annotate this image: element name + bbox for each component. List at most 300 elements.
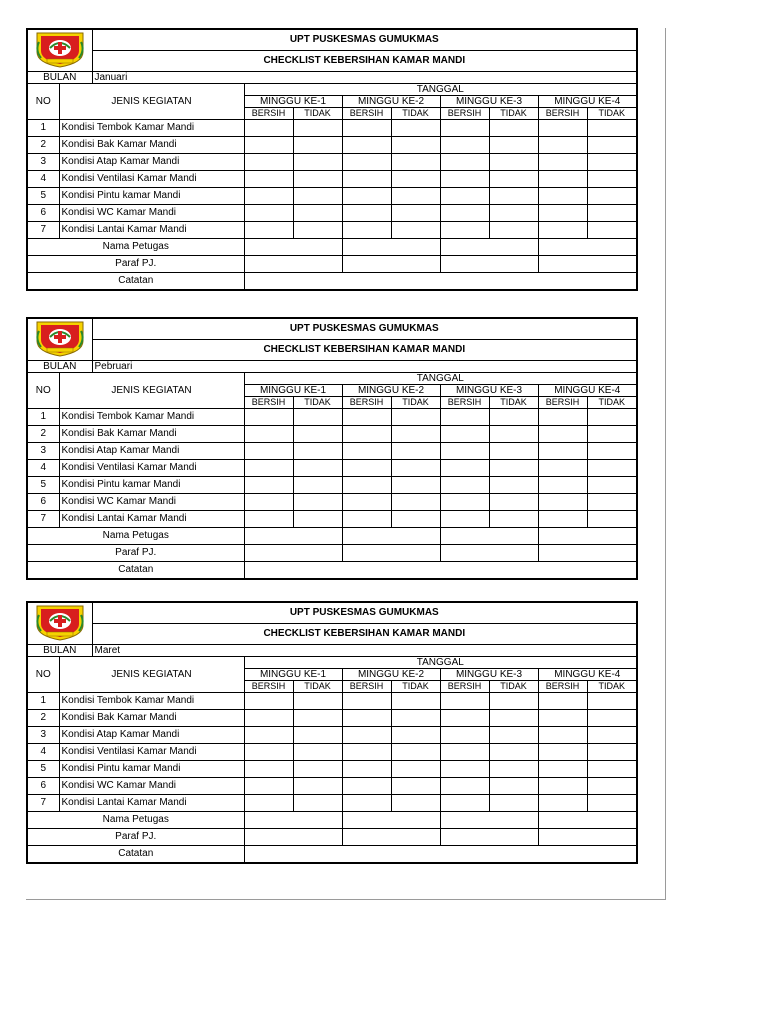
bersih-header: BERSIH <box>538 108 587 120</box>
jenis-kegiatan-header: JENIS KEGIATAN <box>59 657 244 693</box>
tidak-checkbox-cell[interactable] <box>489 511 538 528</box>
tidak-checkbox-cell[interactable] <box>489 171 538 188</box>
activity-row <box>27 494 637 511</box>
nama-petugas-field-week-2[interactable] <box>342 528 440 545</box>
activity-no: 5 <box>27 477 59 494</box>
tidak-checkbox-cell[interactable] <box>587 477 637 494</box>
activity-name: Kondisi Ventilasi Kamar Mandi <box>59 460 244 477</box>
bersih-checkbox-cell[interactable] <box>538 795 587 812</box>
puskesmas-logo-icon <box>33 319 87 357</box>
tidak-checkbox-cell[interactable] <box>587 188 637 205</box>
tidak-header: TIDAK <box>489 108 538 120</box>
catatan-field[interactable] <box>244 273 637 291</box>
bulan-label: BULAN <box>27 361 92 373</box>
bersih-checkbox-cell[interactable] <box>342 222 391 239</box>
week-header-2: MINGGU KE-2 <box>342 96 440 108</box>
bersih-checkbox-cell[interactable] <box>538 511 587 528</box>
paraf-pj-field-week-3[interactable] <box>440 829 538 846</box>
bersih-checkbox-cell[interactable] <box>244 443 293 460</box>
bersih-checkbox-cell[interactable] <box>440 744 489 761</box>
checklist-table <box>26 28 638 291</box>
nama-petugas-field-week-3[interactable] <box>440 239 538 256</box>
nama-petugas-field-week-1[interactable] <box>244 239 342 256</box>
tidak-checkbox-cell[interactable] <box>293 137 342 154</box>
org-name: UPT PUSKESMAS GUMUKMAS <box>92 318 637 340</box>
tidak-checkbox-cell[interactable] <box>391 477 440 494</box>
bersih-checkbox-cell[interactable] <box>244 761 293 778</box>
bersih-checkbox-cell[interactable] <box>342 761 391 778</box>
activity-no: 4 <box>27 744 59 761</box>
checklist-title: CHECKLIST KEBERSIHAN KAMAR MANDI <box>92 340 637 361</box>
bersih-checkbox-cell[interactable] <box>538 137 587 154</box>
bersih-checkbox-cell[interactable] <box>440 727 489 744</box>
tidak-checkbox-cell[interactable] <box>489 494 538 511</box>
bersih-header: BERSIH <box>538 681 587 693</box>
bersih-checkbox-cell[interactable] <box>440 205 489 222</box>
bersih-checkbox-cell[interactable] <box>342 154 391 171</box>
nama-petugas-row <box>27 528 637 545</box>
tidak-checkbox-cell[interactable] <box>293 744 342 761</box>
tidak-header: TIDAK <box>587 681 637 693</box>
activity-name: Kondisi Ventilasi Kamar Mandi <box>59 744 244 761</box>
activity-name: Kondisi Atap Kamar Mandi <box>59 154 244 171</box>
bersih-checkbox-cell[interactable] <box>244 778 293 795</box>
week-header-3: MINGGU KE-3 <box>440 669 538 681</box>
tidak-checkbox-cell[interactable] <box>293 188 342 205</box>
bersih-checkbox-cell[interactable] <box>244 795 293 812</box>
checklist-title: CHECKLIST KEBERSIHAN KAMAR MANDI <box>92 51 637 72</box>
tidak-checkbox-cell[interactable] <box>587 171 637 188</box>
puskesmas-logo-icon <box>33 603 87 641</box>
tidak-header: TIDAK <box>293 397 342 409</box>
logo-cell <box>27 29 92 72</box>
bersih-checkbox-cell[interactable] <box>538 778 587 795</box>
week-header-4: MINGGU KE-4 <box>538 96 637 108</box>
nama-petugas-field-week-1[interactable] <box>244 812 342 829</box>
paraf-pj-row <box>27 829 637 846</box>
tidak-checkbox-cell[interactable] <box>391 511 440 528</box>
tidak-checkbox-cell[interactable] <box>293 693 342 710</box>
bersih-checkbox-cell[interactable] <box>538 477 587 494</box>
bersih-checkbox-cell[interactable] <box>342 188 391 205</box>
tidak-checkbox-cell[interactable] <box>293 120 342 137</box>
bersih-checkbox-cell[interactable] <box>538 443 587 460</box>
org-name: UPT PUSKESMAS GUMUKMAS <box>92 29 637 51</box>
activity-name: Kondisi WC Kamar Mandi <box>59 205 244 222</box>
bersih-checkbox-cell[interactable] <box>244 710 293 727</box>
activity-name: Kondisi Tembok Kamar Mandi <box>59 120 244 137</box>
bersih-checkbox-cell[interactable] <box>244 477 293 494</box>
tidak-checkbox-cell[interactable] <box>293 205 342 222</box>
activity-no: 2 <box>27 426 59 443</box>
bersih-checkbox-cell[interactable] <box>538 761 587 778</box>
bersih-checkbox-cell[interactable] <box>538 693 587 710</box>
tidak-checkbox-cell[interactable] <box>489 795 538 812</box>
activity-no: 2 <box>27 710 59 727</box>
catatan-field[interactable] <box>244 562 637 580</box>
activity-no: 6 <box>27 494 59 511</box>
bersih-checkbox-cell[interactable] <box>440 409 489 426</box>
bersih-checkbox-cell[interactable] <box>342 693 391 710</box>
nama-petugas-field-week-3[interactable] <box>440 812 538 829</box>
nama-petugas-field-week-1[interactable] <box>244 528 342 545</box>
tidak-checkbox-cell[interactable] <box>391 744 440 761</box>
tidak-checkbox-cell[interactable] <box>391 460 440 477</box>
bersih-checkbox-cell[interactable] <box>244 460 293 477</box>
bersih-checkbox-cell[interactable] <box>440 154 489 171</box>
week-header-1: MINGGU KE-1 <box>244 669 342 681</box>
logo-cell <box>27 602 92 645</box>
bersih-checkbox-cell[interactable] <box>244 727 293 744</box>
bersih-checkbox-cell[interactable] <box>342 778 391 795</box>
tidak-checkbox-cell[interactable] <box>587 744 637 761</box>
tidak-checkbox-cell[interactable] <box>293 409 342 426</box>
tidak-checkbox-cell[interactable] <box>489 693 538 710</box>
week-header-1: MINGGU KE-1 <box>244 385 342 397</box>
bersih-checkbox-cell[interactable] <box>342 494 391 511</box>
bersih-checkbox-cell[interactable] <box>440 494 489 511</box>
bersih-checkbox-cell[interactable] <box>244 171 293 188</box>
tidak-checkbox-cell[interactable] <box>587 494 637 511</box>
tidak-header: TIDAK <box>391 397 440 409</box>
bersih-checkbox-cell[interactable] <box>440 188 489 205</box>
bersih-checkbox-cell[interactable] <box>538 188 587 205</box>
week-header-3: MINGGU KE-3 <box>440 385 538 397</box>
paraf-pj-field-week-4[interactable] <box>538 829 637 846</box>
bersih-checkbox-cell[interactable] <box>538 222 587 239</box>
bersih-checkbox-cell[interactable] <box>440 443 489 460</box>
tidak-checkbox-cell[interactable] <box>587 511 637 528</box>
bersih-checkbox-cell[interactable] <box>342 727 391 744</box>
tidak-checkbox-cell[interactable] <box>587 137 637 154</box>
tidak-checkbox-cell[interactable] <box>587 120 637 137</box>
tidak-checkbox-cell[interactable] <box>587 778 637 795</box>
tidak-header: TIDAK <box>391 681 440 693</box>
bersih-checkbox-cell[interactable] <box>538 744 587 761</box>
tidak-header: TIDAK <box>391 108 440 120</box>
activity-no: 7 <box>27 222 59 239</box>
bersih-header: BERSIH <box>244 108 293 120</box>
bersih-checkbox-cell[interactable] <box>342 137 391 154</box>
paraf-pj-field-week-1[interactable] <box>244 829 342 846</box>
tidak-checkbox-cell[interactable] <box>391 188 440 205</box>
bersih-checkbox-cell[interactable] <box>342 426 391 443</box>
bersih-checkbox-cell[interactable] <box>440 137 489 154</box>
tidak-checkbox-cell[interactable] <box>587 727 637 744</box>
tidak-checkbox-cell[interactable] <box>587 154 637 171</box>
tidak-checkbox-cell[interactable] <box>391 120 440 137</box>
tidak-checkbox-cell[interactable] <box>391 222 440 239</box>
bersih-checkbox-cell[interactable] <box>342 409 391 426</box>
tidak-checkbox-cell[interactable] <box>489 744 538 761</box>
tidak-checkbox-cell[interactable] <box>587 426 637 443</box>
tidak-checkbox-cell[interactable] <box>489 222 538 239</box>
activity-row <box>27 154 637 171</box>
activity-name: Kondisi Lantai Kamar Mandi <box>59 222 244 239</box>
bersih-checkbox-cell[interactable] <box>440 710 489 727</box>
catatan-row <box>27 562 637 580</box>
tidak-checkbox-cell[interactable] <box>391 693 440 710</box>
tidak-checkbox-cell[interactable] <box>489 154 538 171</box>
bersih-checkbox-cell[interactable] <box>538 494 587 511</box>
tidak-checkbox-cell[interactable] <box>587 205 637 222</box>
catatan-row <box>27 846 637 864</box>
activity-no: 5 <box>27 761 59 778</box>
activity-row <box>27 426 637 443</box>
activity-row <box>27 477 637 494</box>
tidak-checkbox-cell[interactable] <box>391 778 440 795</box>
tidak-checkbox-cell[interactable] <box>293 727 342 744</box>
paraf-pj-field-week-3[interactable] <box>440 545 538 562</box>
activity-row <box>27 693 637 710</box>
bersih-checkbox-cell[interactable] <box>440 778 489 795</box>
activity-no: 4 <box>27 171 59 188</box>
week-header-3: MINGGU KE-3 <box>440 96 538 108</box>
activity-row <box>27 409 637 426</box>
bersih-checkbox-cell[interactable] <box>440 477 489 494</box>
activity-row <box>27 171 637 188</box>
tidak-checkbox-cell[interactable] <box>293 778 342 795</box>
bersih-checkbox-cell[interactable] <box>244 409 293 426</box>
month-value: Januari <box>92 72 637 84</box>
activity-row <box>27 778 637 795</box>
bersih-checkbox-cell[interactable] <box>244 744 293 761</box>
bersih-checkbox-cell[interactable] <box>244 511 293 528</box>
tanggal-header: TANGGAL <box>244 373 637 385</box>
paraf-pj-field-week-3[interactable] <box>440 256 538 273</box>
paraf-pj-field-week-2[interactable] <box>342 829 440 846</box>
bersih-checkbox-cell[interactable] <box>244 494 293 511</box>
jenis-kegiatan-header: JENIS KEGIATAN <box>59 84 244 120</box>
tidak-checkbox-cell[interactable] <box>587 443 637 460</box>
tidak-checkbox-cell[interactable] <box>489 443 538 460</box>
paraf-pj-row <box>27 545 637 562</box>
bersih-checkbox-cell[interactable] <box>244 222 293 239</box>
bersih-checkbox-cell[interactable] <box>342 795 391 812</box>
tidak-checkbox-cell[interactable] <box>587 795 637 812</box>
bersih-checkbox-cell[interactable] <box>538 426 587 443</box>
activity-no: 7 <box>27 511 59 528</box>
checklist-sheet-2 <box>26 317 636 580</box>
bersih-checkbox-cell[interactable] <box>244 426 293 443</box>
tanggal-header: TANGGAL <box>244 657 637 669</box>
tidak-checkbox-cell[interactable] <box>391 205 440 222</box>
tidak-checkbox-cell[interactable] <box>391 710 440 727</box>
tidak-checkbox-cell[interactable] <box>489 710 538 727</box>
activity-row <box>27 744 637 761</box>
activity-name: Kondisi Tembok Kamar Mandi <box>59 409 244 426</box>
paraf-pj-field-week-1[interactable] <box>244 545 342 562</box>
tidak-header: TIDAK <box>489 681 538 693</box>
tidak-checkbox-cell[interactable] <box>293 443 342 460</box>
bersih-checkbox-cell[interactable] <box>342 744 391 761</box>
bersih-checkbox-cell[interactable] <box>440 171 489 188</box>
activity-name: Kondisi Bak Kamar Mandi <box>59 710 244 727</box>
nama-petugas-field-week-3[interactable] <box>440 528 538 545</box>
bersih-checkbox-cell[interactable] <box>538 460 587 477</box>
paraf-pj-field-week-1[interactable] <box>244 256 342 273</box>
tidak-checkbox-cell[interactable] <box>293 494 342 511</box>
tidak-checkbox-cell[interactable] <box>391 426 440 443</box>
activity-row <box>27 460 637 477</box>
bersih-checkbox-cell[interactable] <box>244 693 293 710</box>
activity-row <box>27 710 637 727</box>
activity-name: Kondisi Pintu kamar Mandi <box>59 188 244 205</box>
activity-row <box>27 727 637 744</box>
bersih-checkbox-cell[interactable] <box>244 120 293 137</box>
tidak-checkbox-cell[interactable] <box>293 222 342 239</box>
page-bottom-border <box>26 899 666 900</box>
tidak-checkbox-cell[interactable] <box>587 761 637 778</box>
bersih-checkbox-cell[interactable] <box>440 693 489 710</box>
bersih-checkbox-cell[interactable] <box>244 205 293 222</box>
nama-petugas-field-week-4[interactable] <box>538 528 637 545</box>
nama-petugas-label: Nama Petugas <box>27 239 244 256</box>
paraf-pj-field-week-4[interactable] <box>538 545 637 562</box>
nama-petugas-field-week-4[interactable] <box>538 239 637 256</box>
no-header: NO <box>27 657 59 693</box>
tidak-checkbox-cell[interactable] <box>489 460 538 477</box>
paraf-pj-row <box>27 256 637 273</box>
bersih-checkbox-cell[interactable] <box>538 171 587 188</box>
tidak-checkbox-cell[interactable] <box>391 171 440 188</box>
bersih-checkbox-cell[interactable] <box>342 205 391 222</box>
no-header: NO <box>27 373 59 409</box>
checklist-table <box>26 317 638 580</box>
tidak-checkbox-cell[interactable] <box>391 154 440 171</box>
activity-no: 1 <box>27 120 59 137</box>
tidak-checkbox-cell[interactable] <box>489 409 538 426</box>
bersih-checkbox-cell[interactable] <box>342 120 391 137</box>
activity-no: 7 <box>27 795 59 812</box>
activity-no: 1 <box>27 693 59 710</box>
bersih-checkbox-cell[interactable] <box>440 511 489 528</box>
paraf-pj-field-week-2[interactable] <box>342 545 440 562</box>
nama-petugas-label: Nama Petugas <box>27 812 244 829</box>
nama-petugas-row <box>27 812 637 829</box>
tidak-checkbox-cell[interactable] <box>489 778 538 795</box>
tidak-checkbox-cell[interactable] <box>489 120 538 137</box>
activity-name: Kondisi WC Kamar Mandi <box>59 494 244 511</box>
bersih-checkbox-cell[interactable] <box>244 188 293 205</box>
tidak-checkbox-cell[interactable] <box>293 426 342 443</box>
bersih-checkbox-cell[interactable] <box>342 460 391 477</box>
bersih-header: BERSIH <box>342 397 391 409</box>
activity-name: Kondisi Lantai Kamar Mandi <box>59 795 244 812</box>
tidak-checkbox-cell[interactable] <box>489 477 538 494</box>
tidak-checkbox-cell[interactable] <box>489 426 538 443</box>
bersih-checkbox-cell[interactable] <box>440 426 489 443</box>
bersih-checkbox-cell[interactable] <box>538 154 587 171</box>
nama-petugas-field-week-2[interactable] <box>342 812 440 829</box>
tidak-checkbox-cell[interactable] <box>489 761 538 778</box>
bersih-checkbox-cell[interactable] <box>342 710 391 727</box>
bulan-label: BULAN <box>27 645 92 657</box>
bersih-checkbox-cell[interactable] <box>342 511 391 528</box>
bersih-header: BERSIH <box>342 681 391 693</box>
bersih-checkbox-cell[interactable] <box>538 205 587 222</box>
activity-no: 3 <box>27 727 59 744</box>
bersih-header: BERSIH <box>440 108 489 120</box>
activity-no: 6 <box>27 778 59 795</box>
bersih-checkbox-cell[interactable] <box>342 171 391 188</box>
tidak-checkbox-cell[interactable] <box>489 137 538 154</box>
tidak-checkbox-cell[interactable] <box>489 727 538 744</box>
tidak-checkbox-cell[interactable] <box>489 188 538 205</box>
logo-cell <box>27 318 92 361</box>
bersih-checkbox-cell[interactable] <box>440 761 489 778</box>
month-value: Pebruari <box>92 361 637 373</box>
activity-row <box>27 188 637 205</box>
paraf-pj-field-week-2[interactable] <box>342 256 440 273</box>
bersih-header: BERSIH <box>244 681 293 693</box>
tidak-checkbox-cell[interactable] <box>391 137 440 154</box>
activity-row <box>27 205 637 222</box>
tidak-checkbox-cell[interactable] <box>587 693 637 710</box>
tidak-checkbox-cell[interactable] <box>293 154 342 171</box>
bersih-checkbox-cell[interactable] <box>538 727 587 744</box>
tidak-checkbox-cell[interactable] <box>391 727 440 744</box>
tidak-checkbox-cell[interactable] <box>293 761 342 778</box>
paraf-pj-field-week-4[interactable] <box>538 256 637 273</box>
catatan-label: Catatan <box>27 846 244 864</box>
bersih-checkbox-cell[interactable] <box>538 409 587 426</box>
tidak-checkbox-cell[interactable] <box>587 710 637 727</box>
tidak-checkbox-cell[interactable] <box>293 511 342 528</box>
nama-petugas-field-week-2[interactable] <box>342 239 440 256</box>
catatan-field[interactable] <box>244 846 637 864</box>
tidak-checkbox-cell[interactable] <box>489 205 538 222</box>
nama-petugas-label: Nama Petugas <box>27 528 244 545</box>
tidak-checkbox-cell[interactable] <box>391 795 440 812</box>
tidak-checkbox-cell[interactable] <box>293 460 342 477</box>
checklist-title: CHECKLIST KEBERSIHAN KAMAR MANDI <box>92 624 637 645</box>
bersih-checkbox-cell[interactable] <box>440 795 489 812</box>
tidak-checkbox-cell[interactable] <box>391 494 440 511</box>
activity-name: Kondisi Tembok Kamar Mandi <box>59 693 244 710</box>
tidak-checkbox-cell[interactable] <box>391 409 440 426</box>
tidak-checkbox-cell[interactable] <box>587 460 637 477</box>
tidak-header: TIDAK <box>587 397 637 409</box>
activity-name: Kondisi Atap Kamar Mandi <box>59 727 244 744</box>
activity-name: Kondisi Bak Kamar Mandi <box>59 426 244 443</box>
tidak-checkbox-cell[interactable] <box>293 795 342 812</box>
bersih-checkbox-cell[interactable] <box>440 222 489 239</box>
tidak-checkbox-cell[interactable] <box>587 222 637 239</box>
bersih-checkbox-cell[interactable] <box>342 477 391 494</box>
bersih-checkbox-cell[interactable] <box>440 120 489 137</box>
bersih-checkbox-cell[interactable] <box>538 710 587 727</box>
activity-name: Kondisi Ventilasi Kamar Mandi <box>59 171 244 188</box>
tidak-header: TIDAK <box>293 681 342 693</box>
bersih-checkbox-cell[interactable] <box>440 460 489 477</box>
bersih-checkbox-cell[interactable] <box>538 120 587 137</box>
bersih-checkbox-cell[interactable] <box>244 154 293 171</box>
tidak-checkbox-cell[interactable] <box>293 477 342 494</box>
bersih-checkbox-cell[interactable] <box>244 137 293 154</box>
activity-no: 4 <box>27 460 59 477</box>
tidak-checkbox-cell[interactable] <box>391 761 440 778</box>
tidak-checkbox-cell[interactable] <box>587 409 637 426</box>
tidak-header: TIDAK <box>293 108 342 120</box>
bersih-checkbox-cell[interactable] <box>342 443 391 460</box>
tidak-checkbox-cell[interactable] <box>391 443 440 460</box>
activity-row <box>27 795 637 812</box>
paraf-pj-label: Paraf PJ. <box>27 829 244 846</box>
tidak-checkbox-cell[interactable] <box>293 710 342 727</box>
tidak-checkbox-cell[interactable] <box>293 171 342 188</box>
nama-petugas-field-week-4[interactable] <box>538 812 637 829</box>
